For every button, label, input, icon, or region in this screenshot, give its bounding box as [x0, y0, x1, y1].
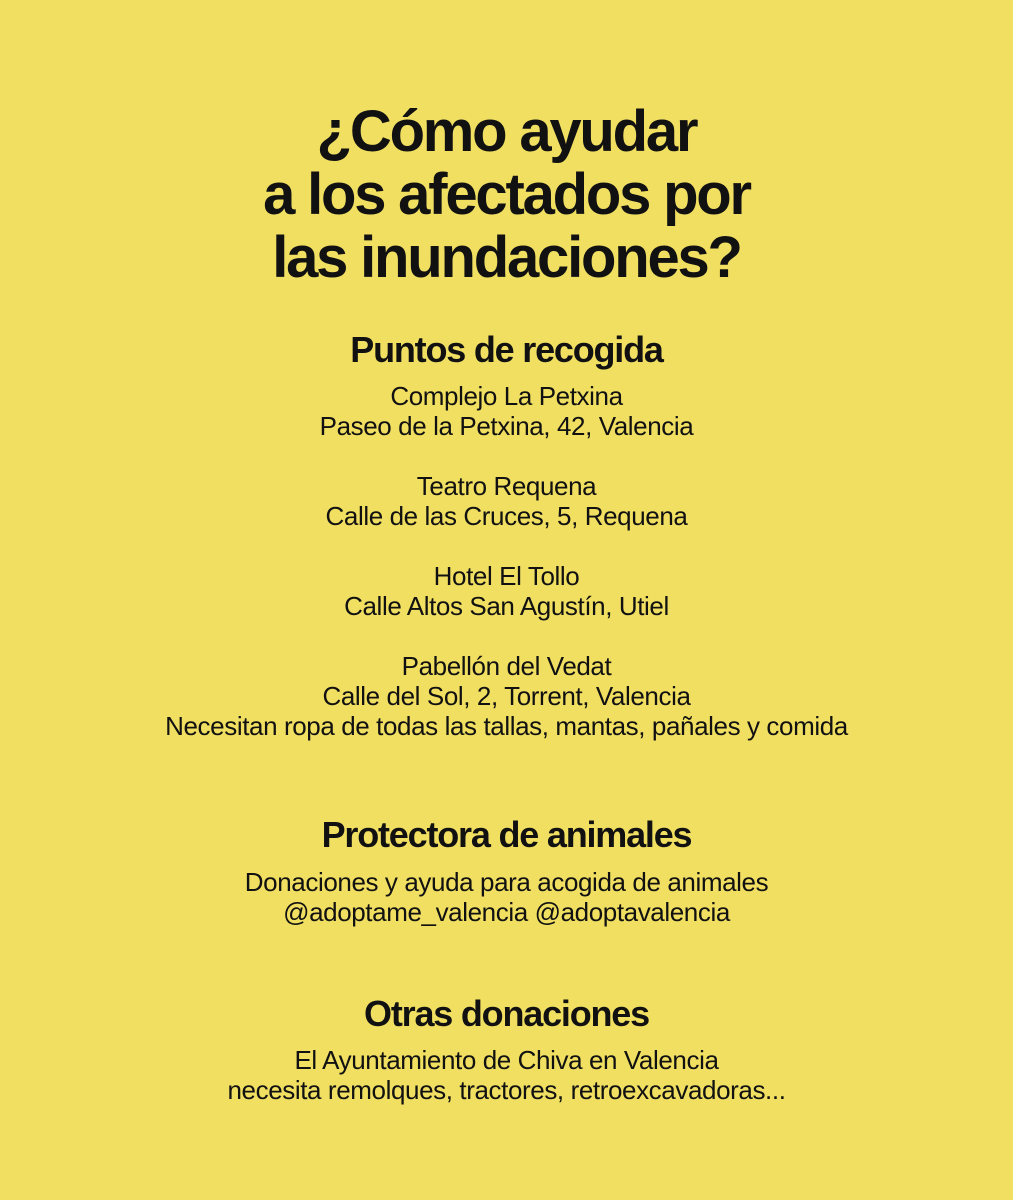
title-line-3: las inundaciones? — [272, 225, 741, 290]
location-address: Paseo de la Petxina, 42, Valencia — [319, 411, 694, 441]
collection-point-3 — [0, 561, 1013, 621]
section-heading-animal-shelter: Protectora de animales — [321, 814, 692, 855]
animal-shelter-description: Donaciones y ayuda para acogida de animales — [244, 867, 769, 897]
page-title — [0, 100, 1013, 289]
location-name: Teatro Requena — [416, 471, 597, 501]
collection-point-4 — [0, 651, 1013, 741]
animal-shelter-info — [0, 867, 1013, 927]
location-name: Complejo La Petxina — [390, 381, 623, 411]
location-needs-note: Necesitan ropa de todas las tallas, mantas, pañales y comida — [165, 711, 848, 741]
title-line-2: a los afectados por — [263, 162, 750, 227]
collection-point-2 — [0, 471, 1013, 531]
title-line-1: ¿Cómo ayudar — [316, 99, 697, 164]
section-heading-collection-points: Puntos de recogida — [350, 329, 663, 370]
location-name: Pabellón del Vedat — [401, 651, 612, 681]
location-name: Hotel El Tollo — [433, 561, 580, 591]
collection-point-1 — [0, 381, 1013, 441]
location-address: Calle de las Cruces, 5, Requena — [325, 501, 688, 531]
section-heading-other-donations: Otras donaciones — [364, 993, 649, 1034]
other-donations-info — [0, 1045, 1013, 1105]
location-address: Calle Altos San Agustín, Utiel — [344, 591, 669, 621]
location-address: Calle del Sol, 2, Torrent, Valencia — [322, 681, 691, 711]
animal-shelter-handles: @adoptame_valencia @adoptavalencia — [283, 897, 730, 927]
other-donations-line-2: necesita remolques, tractores, retroexcavadoras... — [227, 1075, 786, 1105]
other-donations-line-1: El Ayuntamiento de Chiva en Valencia — [294, 1045, 719, 1075]
